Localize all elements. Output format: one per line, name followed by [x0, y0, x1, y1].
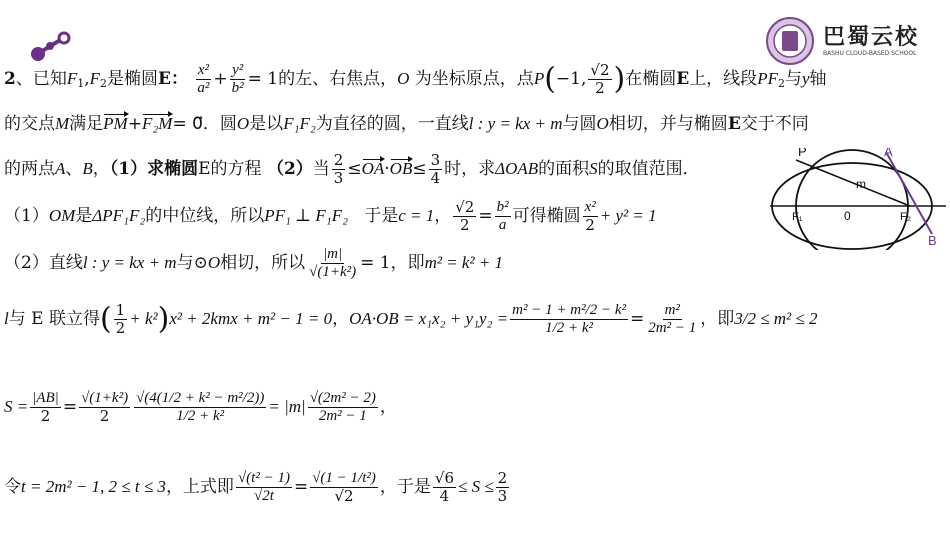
frac	[79, 390, 130, 425]
frac	[646, 302, 698, 337]
frac	[30, 390, 61, 425]
text: =	[62, 397, 78, 417]
var-l: l	[4, 309, 9, 328]
logo-subtitle: BASHU CLOUD-BASED SCHOOL	[823, 50, 917, 57]
expr: x² + 2kmx + m² − 1 = 0	[169, 309, 333, 328]
num: √6	[434, 469, 454, 487]
vec-oa: OA	[361, 159, 385, 178]
frac-x2-a2	[195, 62, 211, 97]
num: √2	[455, 198, 475, 216]
text: 时，求	[444, 159, 496, 179]
num: 2	[333, 151, 344, 169]
expr: OA·OB = x₁x₂ + y₁y₂ =	[349, 309, 509, 328]
var-b: B	[82, 159, 93, 178]
den: 2m² − 1	[318, 408, 367, 424]
vec-f2m: F₂M	[141, 114, 173, 133]
den: 4	[439, 487, 450, 505]
var-om: OM	[48, 206, 76, 225]
den: √(1+k²)	[309, 264, 357, 280]
line-equation: l : y = kx + m	[468, 114, 563, 133]
label-o: 0	[844, 209, 851, 223]
var-o: O	[236, 114, 250, 133]
frac	[307, 246, 358, 281]
var-m: M	[55, 114, 70, 133]
frac	[236, 470, 292, 505]
text: 、已知	[15, 69, 67, 89]
expr: + k²	[129, 309, 158, 328]
den: 1/2 + k²	[545, 320, 594, 336]
solution-line-3: l与 E 联立得( $\frac{1}{2}$ + k²)x² + 2kmx + m² − 1 = 0，OA·OB = x₁x₂ + y₁y₂ = $\frac{\text{m² − 1 + m²/2 − k²}}{\text{1/2 + k²}}$ = $\frac{\text{m²}}{\text{2m² − 1}}$ ，即3/2 ≤ m² ≤ 2	[4, 301, 818, 337]
num: √(1+k²)	[81, 390, 129, 406]
question-2: （2）	[266, 159, 313, 179]
logo-title: 巴蜀云校	[823, 25, 920, 50]
frac	[134, 390, 266, 425]
var-p: P	[533, 69, 545, 88]
problem-number: 2	[4, 69, 16, 89]
num: x²	[197, 62, 209, 78]
text: 的左、右焦点，	[278, 69, 398, 89]
frac	[433, 470, 456, 505]
text: −1,	[555, 69, 587, 89]
text: ．圆	[202, 114, 237, 134]
frac	[496, 470, 510, 505]
solution-line-2	[4, 246, 503, 281]
text: ，	[379, 397, 397, 417]
var-f1: F	[66, 69, 78, 88]
perp-expr: PF₁ ⊥ F₁F₂	[264, 206, 348, 225]
frac	[453, 199, 476, 234]
den: a	[498, 217, 507, 233]
text: 的取值范围．	[597, 159, 700, 179]
text: 在椭圆	[625, 69, 677, 89]
den: 2	[585, 216, 595, 234]
problem-line-1: 2、已知$F_1,F_2$是椭圆E： $\frac{\text{x²}}{\text{a²}}$ + $\frac{\text{y²}}{\text{b²}}$ = 1的左、右焦点，O 为坐标原点，点P(−1, $\frac{√2}{2}$ )在椭圆E上，线段$PF_2$与y轴	[4, 61, 827, 97]
num: √(2m² − 2)	[309, 390, 376, 406]
text: 的两点	[4, 159, 55, 179]
text: （1）	[4, 206, 49, 226]
den: b²	[231, 80, 244, 96]
expr: S =	[4, 397, 29, 416]
den: 3	[497, 487, 508, 505]
num: √(1 − 1/t²)	[312, 470, 376, 486]
text: ，	[332, 309, 350, 329]
label-f1: F₁	[792, 211, 803, 223]
var-o: O	[596, 114, 609, 133]
text: 的交点	[4, 114, 55, 134]
text: 满足	[69, 114, 104, 134]
var-f1f2: F₁F₂	[283, 114, 316, 133]
num: |m|	[323, 246, 343, 262]
num: m²	[664, 302, 680, 318]
expr: 3/2 ≤ m² ≤ 2	[734, 309, 818, 328]
den: a²	[197, 80, 210, 96]
line-equation: l : y = kx + m	[82, 253, 177, 272]
expr: c = 1	[398, 206, 435, 225]
text: 上，线段	[689, 69, 758, 89]
text: = 1	[247, 69, 279, 89]
num: |AB|	[32, 390, 59, 406]
var-s: S	[589, 159, 598, 178]
text: 相切，并与椭圆	[608, 114, 728, 134]
text: （2）直线	[4, 253, 83, 273]
expr: m² = k² + 1	[424, 253, 504, 272]
text: =	[293, 477, 309, 497]
var-pf2: PF	[757, 69, 778, 88]
label-p: P	[798, 148, 807, 159]
frac	[114, 302, 128, 337]
school-seal-icon	[765, 16, 815, 66]
circle-o	[796, 150, 908, 250]
num: 2	[497, 469, 508, 487]
num: m² − 1 + m²/2 − k²	[512, 302, 627, 318]
num: 1	[115, 301, 126, 319]
frac-2-3	[332, 152, 346, 187]
var-a: A	[55, 159, 66, 178]
num: b²	[496, 199, 509, 215]
text: = 0⃗	[172, 114, 203, 134]
text: =	[478, 206, 493, 226]
text: 可得椭圆	[512, 206, 581, 226]
text: 相切，所以	[220, 253, 306, 273]
question-1: （1）求椭圆	[109, 159, 199, 179]
text: 与 E 联立得	[8, 309, 100, 329]
text: 交于不同	[740, 114, 809, 134]
problem-line-2: 的交点M满足PM+F₂M= 0⃗．圆O是以F₁F₂为直径的圆，一直线l : y = kx + m与圆O相切，并与椭圆E交于不同	[4, 114, 809, 134]
solution-line-5	[4, 470, 511, 505]
ellipse-sketch-figure	[770, 148, 946, 250]
text: E	[198, 159, 211, 179]
ellipse-name: E：	[158, 69, 188, 89]
num: y²	[232, 62, 244, 78]
text: 、	[65, 159, 83, 179]
var-o: O	[207, 253, 221, 272]
text: 当	[312, 159, 330, 179]
expr: = |m|	[268, 397, 306, 416]
text: 与	[784, 69, 802, 89]
school-logo	[765, 16, 940, 66]
text: 为坐标原点，点	[409, 69, 534, 89]
den: 2	[40, 407, 51, 425]
label-f2: F₂	[900, 211, 911, 223]
text: 为直径的圆，一直线	[315, 114, 469, 134]
problem-line-3: 的两点A、B，（1）求椭圆E的方程 （2）当 $\frac{2}{3}$ ≤OA·OB≤ $\frac{3}{4}$ 时，求ΔOAB的面积S的取值范围．	[4, 151, 700, 187]
text: ，即	[700, 309, 735, 329]
den: 3	[333, 169, 344, 187]
frac-3-4	[429, 152, 443, 187]
triangle: ΔPF₁F₂	[92, 206, 146, 225]
den: 2	[595, 79, 605, 97]
frac	[308, 390, 378, 425]
frac	[583, 199, 598, 234]
ellipse-name: E	[676, 69, 690, 89]
den: √2t	[253, 488, 274, 504]
den: √2	[334, 487, 354, 505]
num: √(t² − 1)	[237, 470, 290, 486]
den: 2	[99, 407, 110, 425]
expr: ≤ S ≤	[458, 477, 494, 496]
text: 的方程	[210, 159, 262, 179]
frac-sqrt2-2	[588, 62, 611, 97]
var-y: y	[801, 69, 810, 88]
num: x²	[584, 199, 596, 215]
frac	[310, 470, 378, 505]
den: 2	[115, 319, 126, 337]
ellipse-name: E	[727, 114, 741, 134]
text: ，即	[390, 253, 425, 273]
num: √2	[590, 61, 610, 79]
text: 轴	[809, 69, 827, 89]
text: = 1	[360, 253, 391, 273]
label-a: A	[884, 148, 893, 159]
text: =	[630, 309, 645, 329]
text: ，于是	[379, 477, 431, 497]
vec-pm: PM	[103, 114, 128, 133]
label-m: m	[856, 177, 866, 191]
label-b: B	[928, 233, 937, 248]
text: 是	[75, 206, 93, 226]
text: ，	[434, 206, 452, 226]
solution-line-4	[4, 390, 397, 425]
expr: + y² = 1	[599, 206, 657, 225]
triangle-oab: ΔOAB	[495, 159, 539, 178]
text: 令	[4, 477, 21, 497]
text: ，	[92, 159, 110, 179]
frac	[510, 302, 628, 337]
expr: t = 2m² − 1, 2 ≤ t ≤ 3	[21, 477, 166, 496]
den: 2m² − 1	[648, 320, 697, 336]
frac-y2-b2	[230, 62, 246, 97]
frac	[495, 199, 511, 234]
num: 3	[430, 151, 441, 169]
text: 的面积	[538, 159, 590, 179]
text: 与⊙	[176, 253, 208, 273]
text: 是椭圆	[107, 69, 159, 89]
text: ，上式即	[165, 477, 234, 497]
text: 的中位线，所以	[145, 206, 265, 226]
solution-line-1	[4, 199, 657, 234]
den: 1/2 + k²	[176, 408, 225, 424]
vec-ob: OB	[389, 159, 413, 178]
var-o: O	[397, 69, 410, 88]
den: 2	[460, 216, 470, 234]
num: √(4(1/2 + k² − m²/2))	[136, 390, 265, 406]
den: 4	[430, 169, 441, 187]
text: 是以	[249, 114, 284, 134]
var-f2: F	[89, 69, 101, 88]
text: 于是	[364, 206, 399, 226]
text: 与圆	[562, 114, 597, 134]
